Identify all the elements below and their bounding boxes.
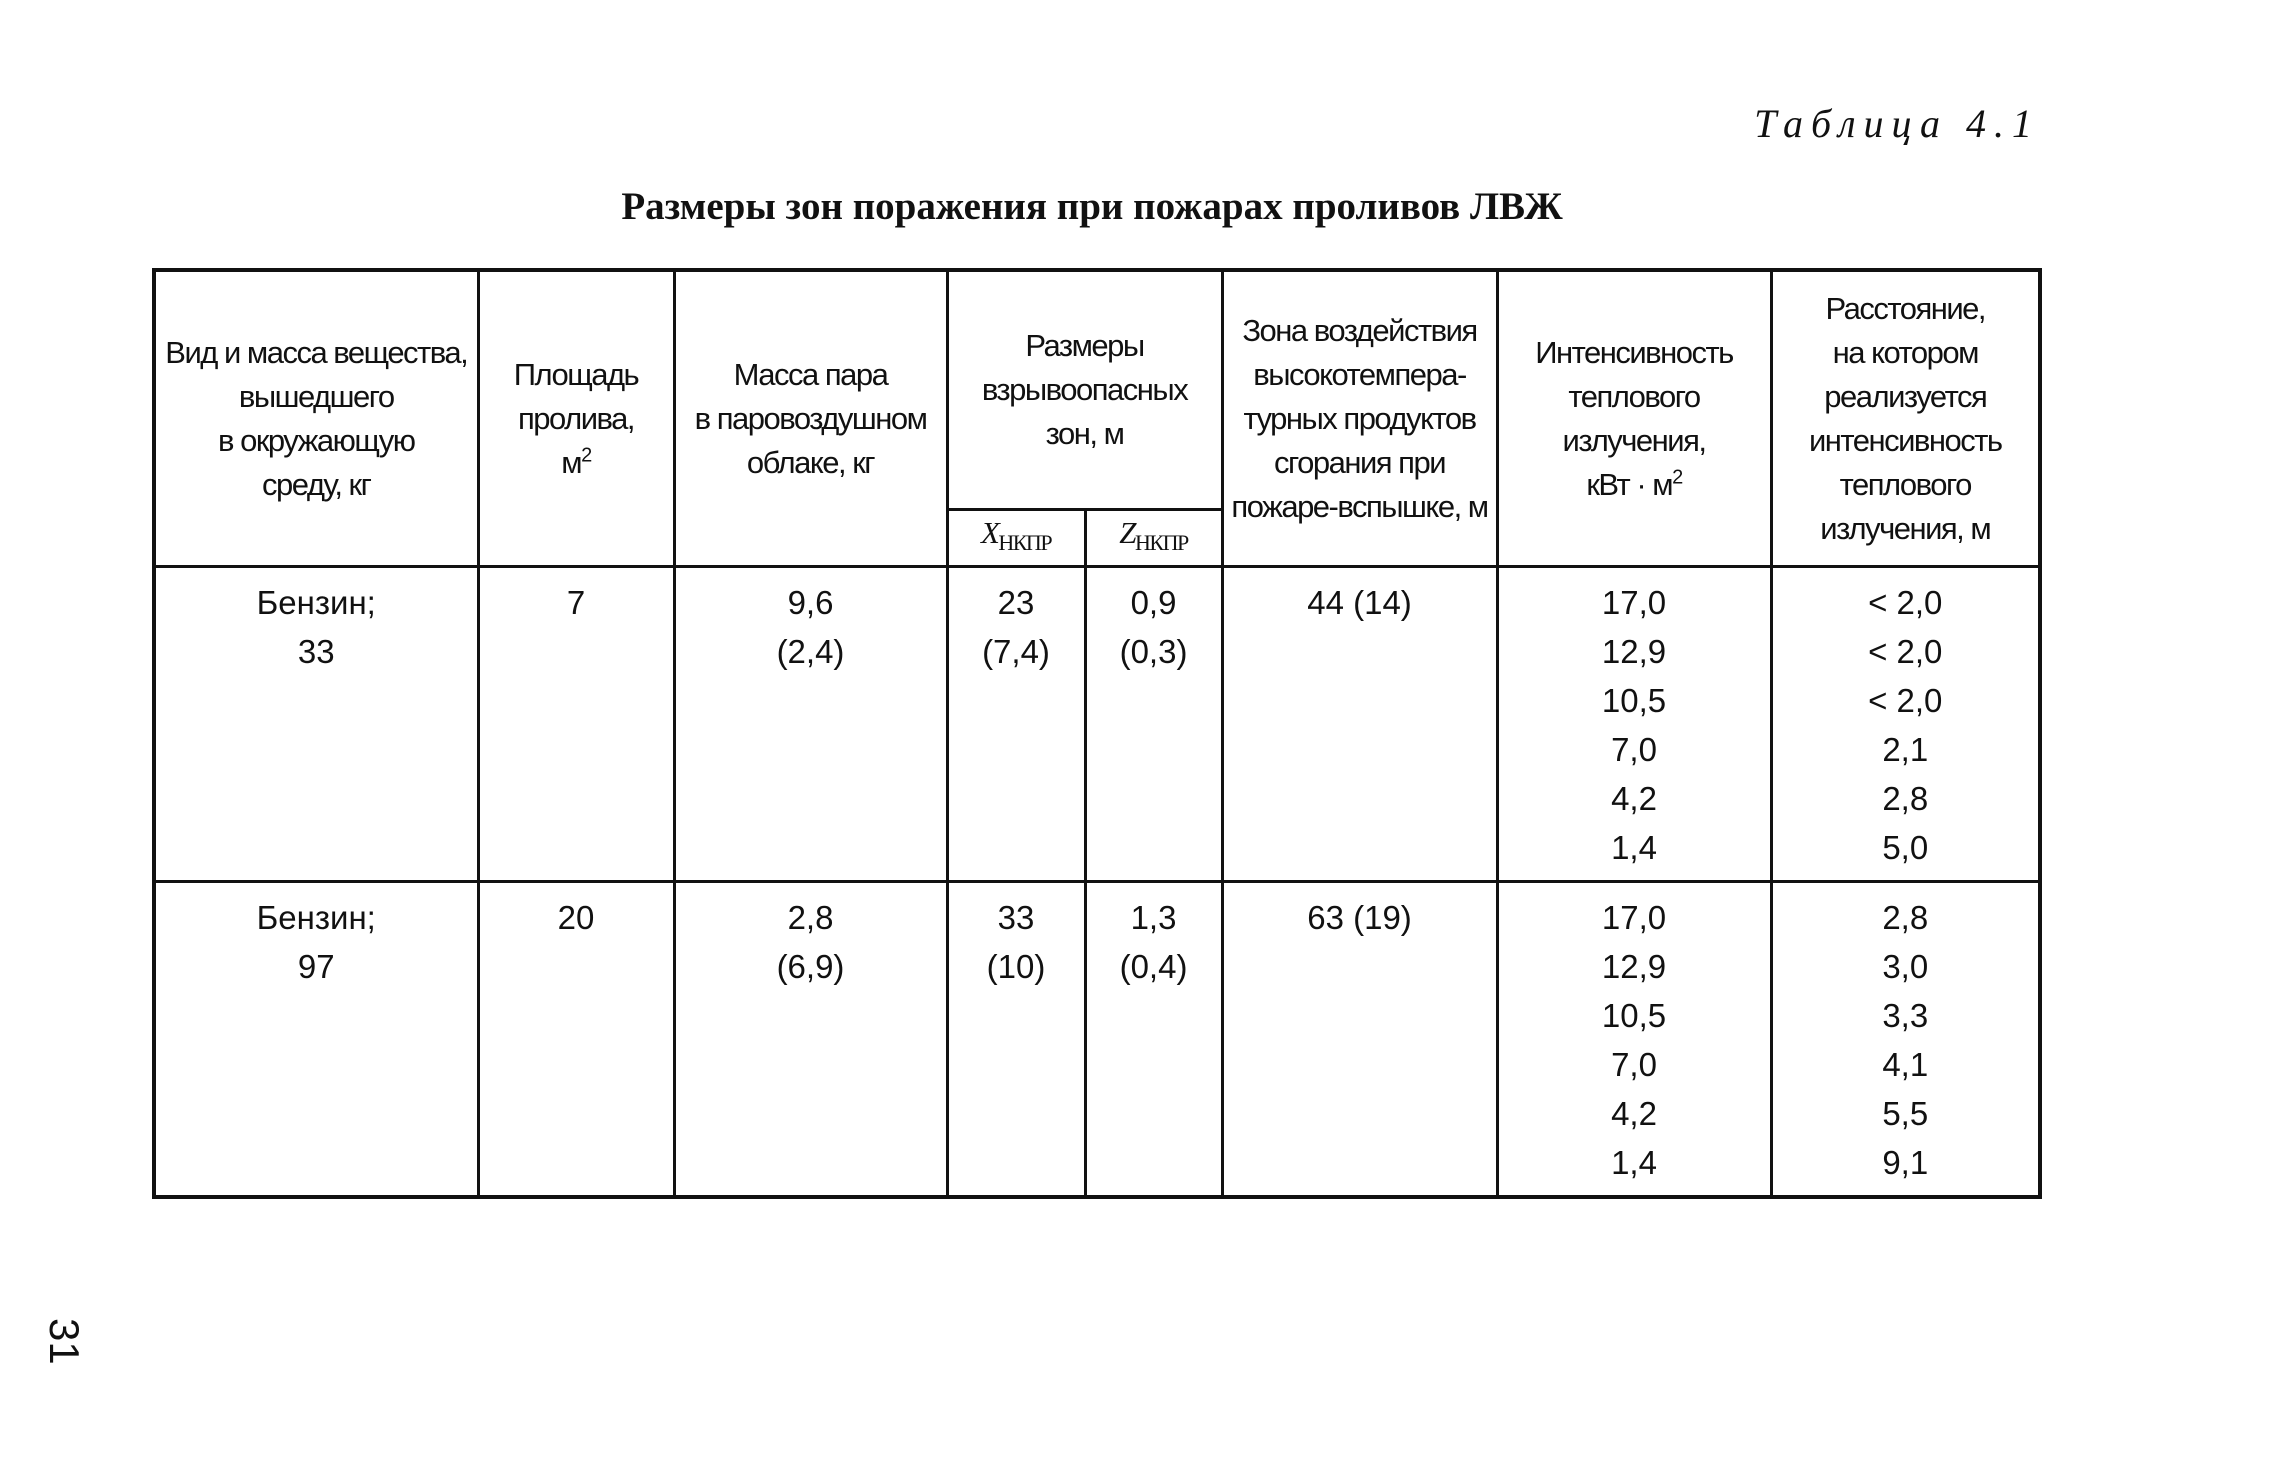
cell-distance: 2,8 3,0 3,3 4,1 5,5 9,1 xyxy=(1771,882,2040,1198)
header-x-nkpr: $X_{НКПР}$ xyxy=(947,510,1085,567)
cell-z-nkpr: 0,9 (0,3) xyxy=(1085,567,1222,882)
cell-vapor-mass: 2,8 (6,9) xyxy=(674,882,947,1198)
cell-intensity: 17,0 12,9 10,5 7,0 4,2 1,4 xyxy=(1497,882,1771,1198)
table-row xyxy=(154,567,2040,882)
header-area: Площадь пролива, $м^2$ xyxy=(478,270,674,567)
table-caption: Таблица 4.1 xyxy=(1754,101,2040,146)
page-number: 31 xyxy=(41,1318,88,1365)
cell-vapor-mass: 9,6 (2,4) xyxy=(674,567,947,882)
cell-high-temp-zone: 44 (14) xyxy=(1222,567,1497,882)
fire-zones-table xyxy=(152,268,2042,1199)
cell-high-temp-zone: 63 (19) xyxy=(1222,882,1497,1198)
cell-z-nkpr: 1,3 (0,4) xyxy=(1085,882,1222,1198)
header-explosive-zones: Размеры взрывоопасных зон, м xyxy=(947,270,1222,510)
header-distance: Расстояние, на котором реализуется интенсивность теплового излучения, м xyxy=(1771,270,2040,567)
table-row xyxy=(154,882,2040,1198)
header-intensity: Интенсивность теплового излучения, кВт · $м^2$ xyxy=(1497,270,1771,567)
header-high-temp-zone: Зона воздействия высокотемпера- турных продуктов сгорания при пожаре-вспышке, м xyxy=(1222,270,1497,567)
header-substance: Вид и масса вещества, вышедшего в окружающую среду, кг xyxy=(154,270,478,567)
cell-intensity: 17,0 12,9 10,5 7,0 4,2 1,4 xyxy=(1497,567,1771,882)
cell-x-nkpr: 23 (7,4) xyxy=(947,567,1085,882)
cell-substance: Бензин; 97 xyxy=(154,882,478,1198)
page-title: Размеры зон поражения при пожарах проливов ЛВЖ xyxy=(621,185,1563,228)
cell-area: 20 xyxy=(478,882,674,1198)
cell-distance: < 2,0 < 2,0 < 2,0 2,1 2,8 5,0 xyxy=(1771,567,2040,882)
cell-substance: Бензин; 33 xyxy=(154,567,478,882)
cell-x-nkpr: 33 (10) xyxy=(947,882,1085,1198)
cell-area: 7 xyxy=(478,567,674,882)
header-z-nkpr: $Z_{НКПР}$ xyxy=(1085,510,1222,567)
header-vapor-mass: Масса пара в паровоздушном облаке, кг xyxy=(674,270,947,567)
